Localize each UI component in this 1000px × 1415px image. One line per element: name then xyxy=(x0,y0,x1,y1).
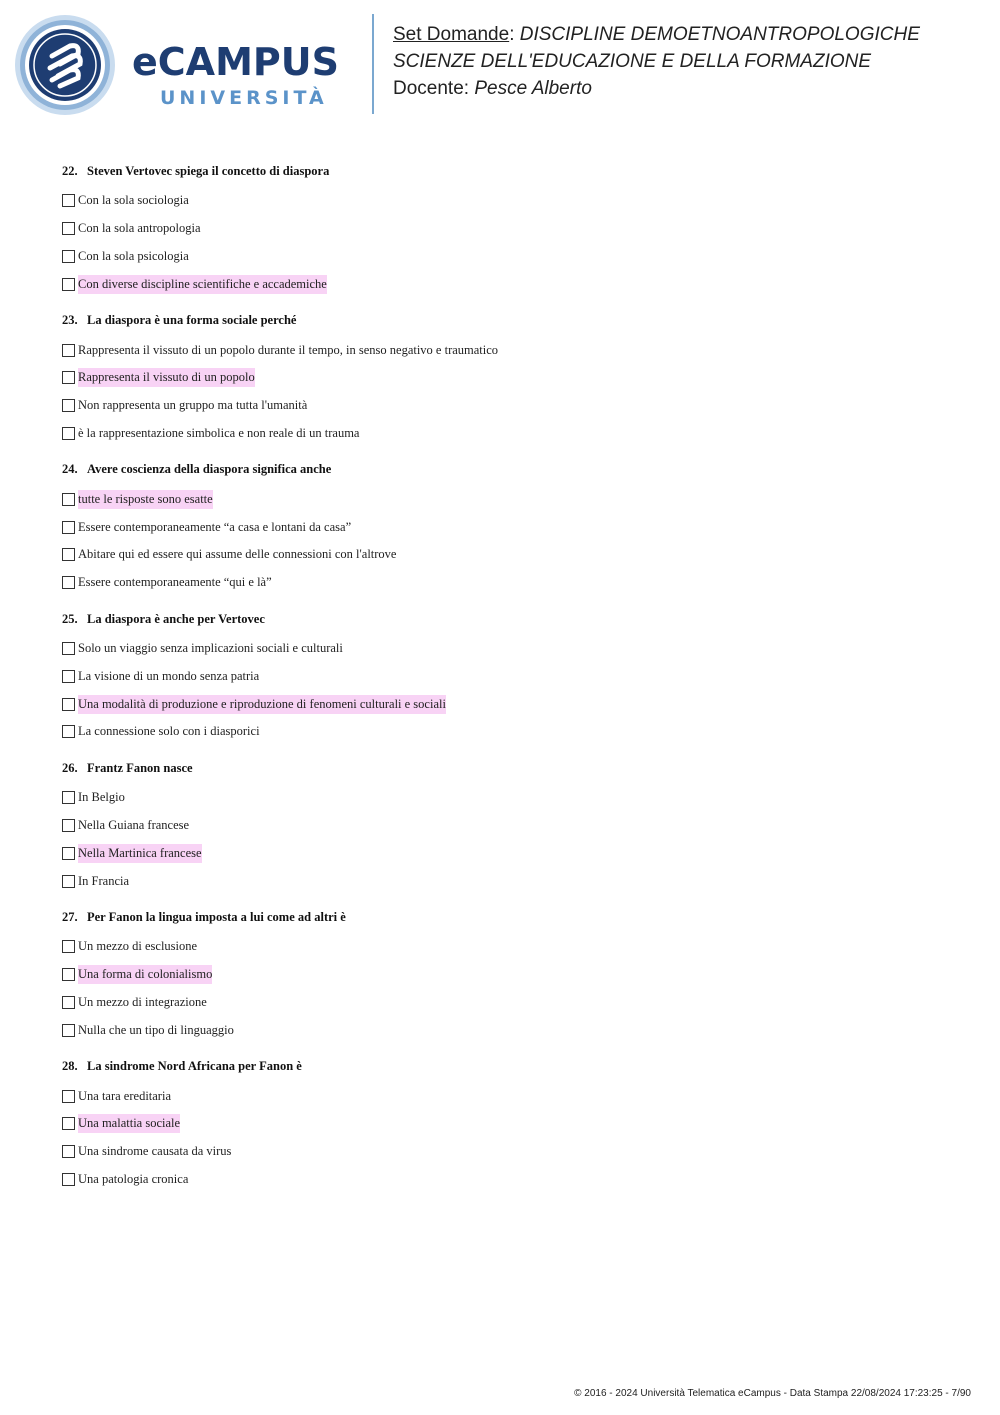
docente-name: Pesce Alberto xyxy=(474,78,592,99)
question-number: 23. xyxy=(62,313,78,328)
answer-option[interactable] xyxy=(62,336,962,364)
answer-text: La visione di un mondo senza patria xyxy=(78,668,260,683)
answer-text: Abitare qui ed essere qui assume delle connessioni con l'altrove xyxy=(78,547,397,562)
answer-checkbox[interactable] xyxy=(62,996,75,1009)
answer-option[interactable] xyxy=(62,989,962,1017)
answer-checkbox[interactable] xyxy=(62,278,75,291)
answer-option[interactable] xyxy=(62,961,962,989)
question-text: Steven Vertovec spiega il concetto di diaspora xyxy=(87,164,330,178)
set-label: Set Domande xyxy=(393,24,510,45)
question-number: 25. xyxy=(62,611,78,626)
answer-option[interactable] xyxy=(62,1016,962,1044)
correct-answer-text: Una forma di colonialismo xyxy=(78,965,212,984)
answer-option[interactable] xyxy=(62,812,962,840)
correct-answer-text: Con diverse discipline scientifiche e accademiche xyxy=(78,275,327,294)
question-text: Per Fanon la lingua imposta a lui come ad altri è xyxy=(87,909,346,924)
answer-option[interactable] xyxy=(62,420,962,448)
answer-option[interactable] xyxy=(62,784,962,812)
answer-option[interactable] xyxy=(62,1138,962,1166)
answer-checkbox[interactable] xyxy=(62,548,75,561)
question-block xyxy=(62,759,962,895)
answer-option[interactable] xyxy=(62,392,962,420)
set-line xyxy=(393,21,920,48)
answer-checkbox[interactable] xyxy=(62,642,75,655)
brand-subtitle: UNIVERSITÀ xyxy=(160,87,328,109)
question-block xyxy=(62,1057,962,1193)
answer-text: Una sindrome causata da virus xyxy=(78,1144,232,1159)
answer-text: Essere contemporaneamente “qui e là” xyxy=(78,575,272,590)
header-divider xyxy=(372,14,374,114)
answer-checkbox[interactable] xyxy=(62,1173,75,1186)
set-title-line1: DISCIPLINE DEMOETNOANTROPOLOGICHE xyxy=(519,24,920,45)
correct-answer-text: Nella Martinica francese xyxy=(78,844,202,863)
answer-checkbox[interactable] xyxy=(62,725,75,738)
answer-option[interactable] xyxy=(62,933,962,961)
question-title xyxy=(62,908,962,926)
answer-text: In Francia xyxy=(78,873,130,888)
answer-checkbox[interactable] xyxy=(62,1117,75,1130)
question-list xyxy=(62,162,962,1206)
answer-text: Rappresenta il vissuto di un popolo durante il tempo, in senso negativo e traumatico xyxy=(78,342,499,357)
question-number: 22. xyxy=(62,164,78,178)
ecampus-logo-icon xyxy=(14,14,116,116)
answer-checkbox[interactable] xyxy=(62,791,75,804)
answer-option[interactable] xyxy=(62,1110,962,1138)
answer-option[interactable] xyxy=(62,485,962,513)
answer-text: Non rappresenta un gruppo ma tutta l'umanità xyxy=(78,398,308,413)
answer-text: Un mezzo di integrazione xyxy=(78,994,207,1009)
question-block xyxy=(62,908,962,1044)
answer-option[interactable] xyxy=(62,662,962,690)
question-block xyxy=(62,162,962,298)
correct-answer-text: Una modalità di produzione e riproduzione di fenomeni culturali e sociali xyxy=(78,695,446,714)
answer-option[interactable] xyxy=(62,569,962,597)
header-info xyxy=(393,21,920,102)
question-text: Avere coscienza della diaspora significa anche xyxy=(87,462,332,477)
answer-checkbox[interactable] xyxy=(62,371,75,384)
answer-checkbox[interactable] xyxy=(62,670,75,683)
answer-text: Una tara ereditaria xyxy=(78,1088,171,1103)
answer-checkbox[interactable] xyxy=(62,1145,75,1158)
page-header xyxy=(0,0,1000,120)
answer-text: In Belgio xyxy=(78,790,125,805)
answer-option[interactable] xyxy=(62,364,962,392)
answer-checkbox[interactable] xyxy=(62,194,75,207)
answer-text: Nulla che un tipo di linguaggio xyxy=(78,1022,234,1037)
set-title-line2: SCIENZE DELL'EDUCAZIONE E DELLA FORMAZIONE xyxy=(393,51,872,72)
answer-checkbox[interactable] xyxy=(62,521,75,534)
docente-line xyxy=(393,75,920,102)
answer-option[interactable] xyxy=(62,270,962,298)
page-footer: © 2016 - 2024 Università Telematica eCampus - Data Stampa 22/08/2024 17:23:25 - 7/90 xyxy=(574,1388,971,1399)
question-block xyxy=(62,460,962,596)
answer-checkbox[interactable] xyxy=(62,1090,75,1103)
answer-option[interactable] xyxy=(62,867,962,895)
answer-option[interactable] xyxy=(62,690,962,718)
question-block xyxy=(62,610,962,746)
answer-checkbox[interactable] xyxy=(62,968,75,981)
answer-checkbox[interactable] xyxy=(62,399,75,412)
answer-checkbox[interactable] xyxy=(62,493,75,506)
question-text: Frantz Fanon nasce xyxy=(87,760,193,775)
question-title xyxy=(62,1057,962,1075)
answer-option[interactable] xyxy=(62,187,962,215)
question-number: 24. xyxy=(62,462,78,477)
answer-text: Nella Guiana francese xyxy=(78,817,190,832)
set-separator: : xyxy=(509,24,515,45)
answer-text: La connessione solo con i diasporici xyxy=(78,724,260,739)
docente-label: Docente: xyxy=(393,78,470,99)
question-number: 28. xyxy=(62,1059,78,1074)
answer-text: Una patologia cronica xyxy=(78,1171,189,1186)
answer-text: Con la sola sociologia xyxy=(78,193,189,208)
correct-answer-text: tutte le risposte sono esatte xyxy=(78,490,213,509)
question-title xyxy=(62,311,962,329)
answer-checkbox[interactable] xyxy=(62,250,75,263)
answer-checkbox[interactable] xyxy=(62,427,75,440)
question-text: La diaspora è una forma sociale perché xyxy=(87,313,297,328)
question-title xyxy=(62,610,962,628)
answer-text: Essere contemporaneamente “a casa e lontani da casa” xyxy=(78,519,352,534)
answer-text: è la rappresentazione simbolica e non reale di un trauma xyxy=(78,425,360,440)
answer-checkbox[interactable] xyxy=(62,875,75,888)
answer-option[interactable] xyxy=(62,513,962,541)
answer-text: Solo un viaggio senza implicazioni sociali e culturali xyxy=(78,640,343,655)
answer-option[interactable] xyxy=(62,243,962,271)
answer-checkbox[interactable] xyxy=(62,940,75,953)
answer-checkbox[interactable] xyxy=(62,222,75,235)
answer-checkbox[interactable] xyxy=(62,698,75,711)
question-text: La sindrome Nord Africana per Fanon è xyxy=(87,1059,302,1074)
answer-text: Con la sola psicologia xyxy=(78,248,189,263)
correct-answer-text: Rappresenta il vissuto di un popolo xyxy=(78,368,255,387)
question-number: 26. xyxy=(62,760,78,775)
answer-option[interactable] xyxy=(62,635,962,663)
answer-checkbox[interactable] xyxy=(62,819,75,832)
answer-option[interactable] xyxy=(62,718,962,746)
answer-checkbox[interactable] xyxy=(62,1024,75,1037)
question-number: 27. xyxy=(62,909,78,924)
answer-checkbox[interactable] xyxy=(62,344,75,357)
answer-option[interactable] xyxy=(62,1082,962,1110)
answer-text: Con la sola antropologia xyxy=(78,221,201,236)
answer-option[interactable] xyxy=(62,541,962,569)
correct-answer-text: Una malattia sociale xyxy=(78,1114,180,1133)
answer-option[interactable] xyxy=(62,215,962,243)
answer-option[interactable] xyxy=(62,1166,962,1194)
answer-checkbox[interactable] xyxy=(62,576,75,589)
question-block xyxy=(62,311,962,447)
answer-checkbox[interactable] xyxy=(62,847,75,860)
question-title xyxy=(62,759,962,777)
answer-option[interactable] xyxy=(62,839,962,867)
question-text: La diaspora è anche per Vertovec xyxy=(87,611,265,626)
brand-wordmark: eCAMPUS xyxy=(132,40,339,84)
answer-text: Un mezzo di esclusione xyxy=(78,939,198,954)
question-title xyxy=(62,460,962,478)
question-title xyxy=(62,162,962,180)
